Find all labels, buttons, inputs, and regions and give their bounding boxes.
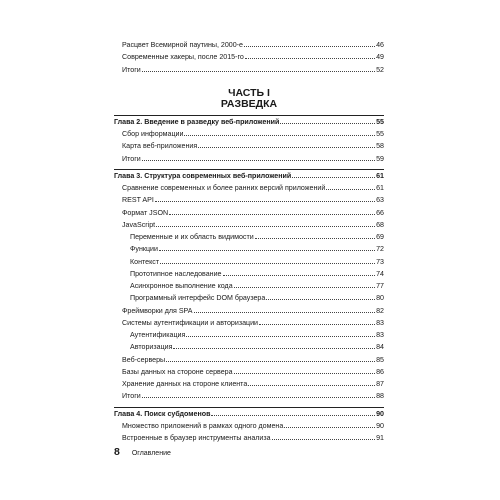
leader-dots (184, 128, 375, 136)
entry-label: Базы данных на стороне сервера (122, 367, 233, 376)
toc-entry (114, 128, 384, 140)
toc-entry (114, 219, 384, 231)
toc-subentry (114, 292, 384, 304)
leader-dots (155, 194, 375, 202)
entry-page: 46 (376, 41, 384, 49)
entry-label: Множество приложений в рамках одного домена (122, 421, 284, 430)
toc-subentry (114, 243, 384, 255)
toc-entry (114, 366, 384, 378)
entry-page: 66 (376, 208, 384, 217)
leader-dots (156, 219, 375, 227)
entry-page: 87 (376, 380, 384, 388)
entry-label: Переменные и их область видимости (130, 233, 254, 241)
toc-subentry (114, 341, 384, 353)
toc-entry (114, 420, 384, 432)
entry-label: Расцвет Всемирной паутины, 2000-е (122, 41, 243, 49)
leader-dots (142, 390, 375, 398)
entry-page: 80 (376, 294, 384, 303)
leader-dots (244, 39, 375, 47)
toc-subentry (114, 256, 384, 268)
toc-subentry (114, 280, 384, 292)
entry-page: 88 (376, 392, 384, 401)
toc-entry (114, 39, 384, 51)
chapter-title: Глава 3. Структура современных веб-приложений (114, 171, 292, 180)
entry-page: 83 (376, 331, 384, 339)
toc-entry (114, 64, 384, 76)
leader-dots (160, 256, 375, 264)
entry-page: 85 (376, 355, 384, 364)
leader-dots (245, 51, 375, 59)
toc-entry (114, 317, 384, 329)
entry-label: Системы аутентификации и авторизации (122, 318, 259, 327)
entry-label: Хранение данных на стороне клиента (122, 380, 248, 388)
chapter-page: 55 (376, 117, 384, 126)
leader-dots (159, 243, 375, 251)
leader-dots (194, 305, 376, 313)
leader-dots (272, 432, 376, 440)
leader-dots (223, 268, 376, 276)
leader-dots (169, 207, 375, 215)
entry-page: 74 (376, 269, 384, 278)
leader-dots (284, 420, 375, 428)
toc-entry (114, 51, 384, 63)
entry-label: Веб-серверы (122, 355, 166, 364)
toc-entry (114, 354, 384, 366)
entry-page: 68 (376, 220, 384, 229)
leader-dots (198, 140, 375, 148)
chapter-heading (114, 170, 384, 182)
entry-page: 72 (376, 245, 384, 254)
entry-label: Программный интерфейс DOM браузера (130, 294, 266, 303)
toc-subentry (114, 268, 384, 280)
chapter-page: 61 (376, 171, 384, 180)
entry-page: 59 (376, 154, 384, 163)
toc-group-top (114, 39, 384, 76)
entry-page: 49 (376, 53, 384, 62)
table-of-contents (114, 39, 384, 444)
leader-dots (292, 170, 375, 178)
entry-page: 55 (376, 130, 384, 138)
chapter-page: 90 (376, 409, 384, 418)
toc-entry (114, 207, 384, 219)
entry-label: JavaScript (122, 220, 156, 229)
entry-page: 61 (376, 184, 384, 192)
entry-label: Сравнение современных и более ранних версий приложений (122, 184, 326, 192)
leader-dots (234, 280, 375, 288)
leader-dots (280, 116, 375, 124)
entry-label: REST API (122, 196, 154, 205)
toc-entry (114, 194, 384, 206)
toc-subentry (114, 329, 384, 341)
toc-entry (114, 140, 384, 152)
leader-dots (211, 408, 375, 416)
leader-dots (326, 182, 375, 190)
entry-page: 69 (376, 233, 384, 241)
leader-dots (234, 366, 376, 374)
entry-label: Авторизация (130, 343, 173, 352)
toc-entry (114, 305, 384, 317)
entry-label: Формат JSON (122, 208, 169, 217)
leader-dots (186, 329, 375, 337)
entry-page: 83 (376, 318, 384, 327)
leader-dots (173, 341, 375, 349)
entry-label: Асинхронное выполнение кода (130, 282, 233, 290)
entry-label: Карта веб-приложения (122, 142, 198, 151)
page-footer (114, 446, 171, 458)
chapter-heading (114, 408, 384, 420)
part-label: ЧАСТЬ I (228, 86, 270, 99)
entry-label: Итоги (122, 154, 141, 163)
leader-dots (166, 354, 375, 362)
leader-dots (142, 153, 375, 161)
entry-page: 58 (376, 142, 384, 151)
entry-label: Встроенные в браузер инструменты анализа (122, 434, 271, 442)
leader-dots (255, 231, 375, 239)
entry-label: Контекст (130, 257, 160, 266)
chapter-title: Глава 4. Поиск субдоменов (114, 409, 211, 418)
part-title: РАЗВЕДКА (220, 97, 278, 110)
page-number: 8 (114, 446, 120, 458)
entry-label: Итоги (122, 65, 141, 74)
toc-entry (114, 378, 384, 390)
entry-page: 86 (376, 367, 384, 376)
entry-page: 52 (376, 65, 384, 74)
entry-label: Фреймворки для SPA (122, 306, 193, 315)
chapter-title: Глава 2. Введение в разведку веб-приложений (114, 117, 280, 126)
entry-label: Итоги (122, 392, 141, 401)
entry-label: Современные хакеры, после 2015-го (122, 53, 244, 62)
chapter-heading (114, 116, 384, 128)
toc-entry (114, 432, 384, 444)
entry-page: 91 (376, 434, 384, 442)
toc-subentry (114, 231, 384, 243)
entry-page: 73 (376, 257, 384, 266)
entry-page: 84 (376, 343, 384, 352)
leader-dots (259, 317, 375, 325)
entry-label: Прототипное наследование (130, 269, 222, 278)
entry-label: Функции (130, 245, 158, 254)
running-title: Оглавление (131, 450, 171, 457)
entry-page: 90 (376, 421, 384, 430)
entry-page: 63 (376, 196, 384, 205)
entry-page: 77 (376, 282, 384, 290)
toc-entry (114, 182, 384, 194)
entry-label: Сбор информации (122, 130, 184, 138)
leader-dots (266, 292, 375, 300)
entry-page: 82 (376, 306, 384, 315)
toc-entry (114, 153, 384, 165)
toc-entry (114, 390, 384, 402)
entry-label: Аутентификация (130, 331, 186, 339)
leader-dots (142, 64, 375, 72)
leader-dots (248, 378, 375, 386)
